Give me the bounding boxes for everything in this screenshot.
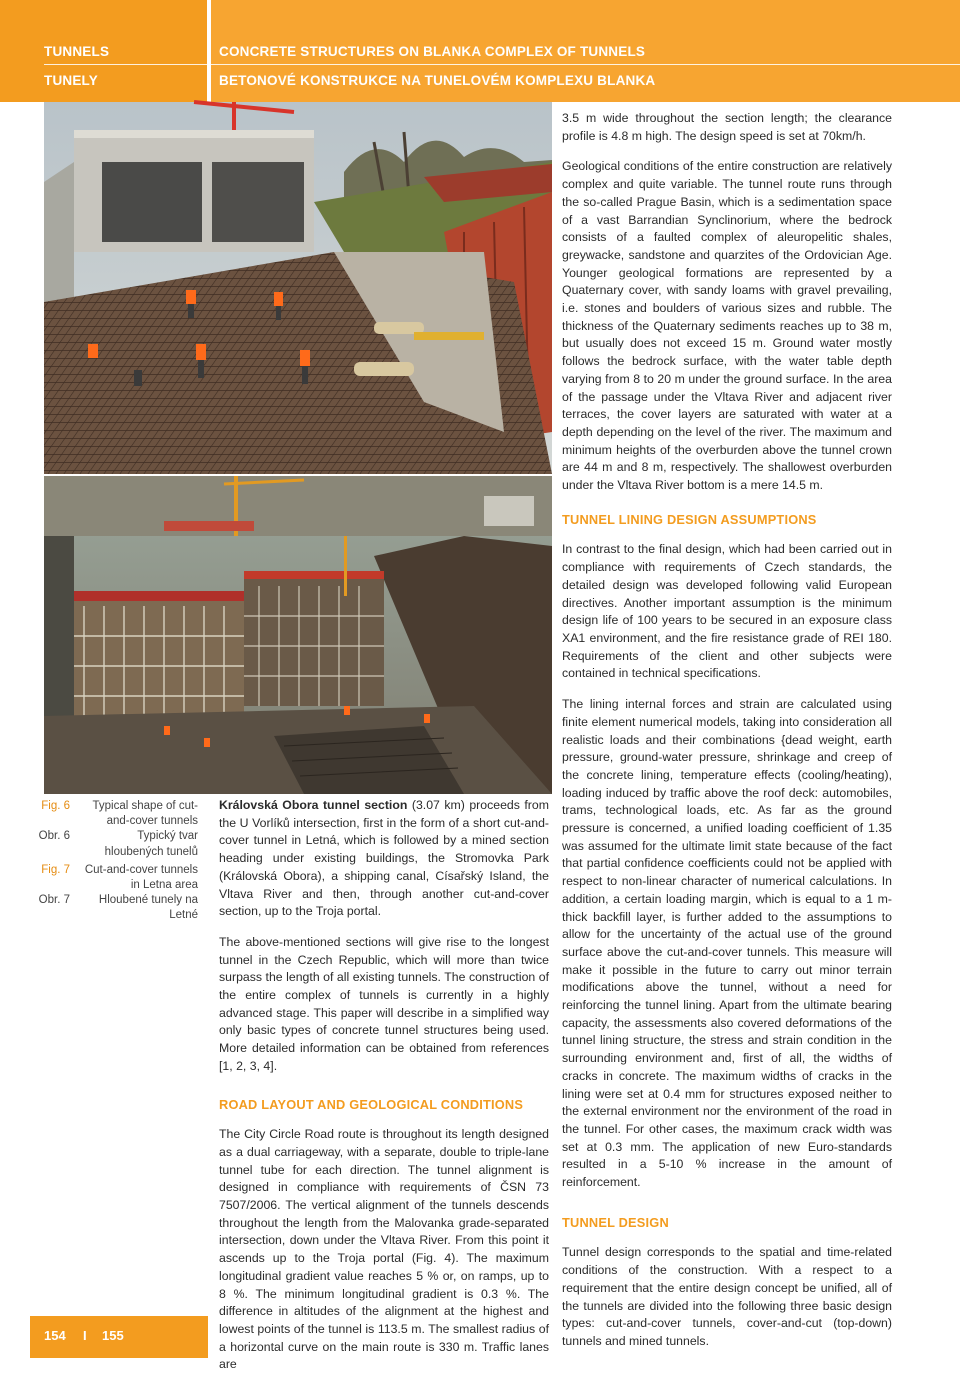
caption-text: Hloubené tunely na Letné (98, 894, 198, 922)
photo-letna-area (44, 476, 552, 794)
paragraph: The City Circle Road route is throughout its length designed as a dual carriageway, with a separate, double to triple-lane tunnel tube for each direction. The tunnel alignment is designed in compliance with requirements of ČSN 73 7507/2006. The vertical alignment of the tunnels descends throughout the length from the Malovanka grade-separated intersection, down under the Vltava River. From this point it ascends up to the Troja portal (Fig. 4). The maximum longitudinal gradient value reaches 5 % or, on ramps, up to 8 %. The minimum longitudinal gradient is 0.3 %. The difference in altitudes of the alignment at the highest and lowest points of the tunnel is 113.5 m. The smallest radius of a horizontal curve on the main route is 330 m. Traffic lanes are (219, 1127, 549, 1372)
caption-label: Obr. 6 (38, 830, 70, 843)
caption-fig6-cz (30, 829, 198, 859)
section-heading: TUNNEL DESIGN (562, 1214, 669, 1230)
caption-fig6-en (30, 799, 198, 829)
paragraph: The lining internal forces and strain are calculated using finite element numerical models, taking into consideration all realistic loads and their combinations {dead weight, earth pressure, ground-water pressure, shrinkage and creep of the concrete lining, temperature effects (cooling/heating), loading induced by traffic above the roof deck: automobiles, trams, technological loads, etc. As far as the ground pressure is concerned, a unified loading coefficient of 1.35 was assumed for the ultimate limit state because of the fact that partial confidence coefficients could not be applied with respect to non-linear character of numerical calculations. In addition, a certain loading margin, which is equal to a 1 m-thick backfill layer, is further added to the assumptions to allow for the uncertainty of the actual use of the ground surface above the cut-and-cover tunnels. This measure will make it possible in the future to carry out minor terrain modifications above the tunnel, without a need for reinforcing the tunnel lining. Apart from the ultimate bearing capacity, the assessments also covered deformations of the tunnel lining structure, the stress and strain condition in the surrounding environment and, first of all, the widths of cracks in concrete. The maximum widths of cracks in the lining were set at 0.4 mm for structures exposed neither to the external environment nor the environment of the road in the tunnel. For other cases, the maximum crack width was set at 0.3 mm. The application of new Euro-standards resulted in a 5-10 % increase in the amount of reinforcement. (562, 697, 892, 1190)
paragraph-text: (3.07 km) proceeds from the U Vorlíků intersection, first in the form of a short cut-and-cover tunnel in Letná, which is followed by a mined section heading under existing buildings, the Stromovka Park (Královská Obora), a shipping canal, Císařský Island, the Vltava River and then, through another cut-and-cover section, up to the Troja portal. (219, 798, 549, 919)
article-title-en: CONCRETE STRUCTURES ON BLANKA COMPLEX OF TUNNELS (219, 44, 646, 59)
caption-label: Obr. 7 (38, 894, 70, 907)
right-column (562, 110, 892, 1364)
header-divider (207, 0, 211, 102)
figure-captions (30, 799, 198, 924)
middle-column (219, 797, 549, 1387)
page-separator: I (83, 1328, 87, 1343)
lead-term: Královská Obora tunnel section (219, 798, 408, 812)
article-title-cz: BETONOVÉ KONSTRUKCE NA TUNELOVÉM KOMPLEXU BLANKA (219, 73, 656, 88)
section-label-cz: TUNELY (44, 73, 98, 88)
caption-text: Typical shape of cut-and-cover tunnels (92, 800, 198, 828)
caption-label: Fig. 6 (41, 800, 70, 812)
page-number-right: 155 (102, 1328, 124, 1343)
caption-text: Cut-and-cover tunnels in Letna area (84, 863, 198, 892)
caption-text: Typický tvar hloubených tunelů (104, 830, 198, 858)
paragraph: Tunnel design corresponds to the spatial and time-related conditions of the construction. With a respect to a requirement that the entire design concept be unified, all of the tunnels are divided into the following three basic design types: cut-and-cover tunnels, cover-and-cut (top-down) tunnels and mined tunnels. (562, 1245, 892, 1348)
header-rule (44, 64, 960, 65)
paragraph: 3.5 m wide throughout the section length; the clearance profile is 4.8 m high. The design speed is set at 70km/h. (562, 111, 892, 143)
section-heading: ROAD LAYOUT AND GEOLOGICAL CONDITIONS (219, 1096, 524, 1112)
paragraph: Geological conditions of the entire construction are relatively complex and quite variable. The tunnel route runs through the so-called Prague Basin, which is a sedimentation space of a vast Barrandian Synclinorium, where the bedrock consists of a faulted complex of aleuropelitic shales, greywacke, sandstone and quarzites of the Ordovician Age. Younger geological formations are represented by a Quaternary cover, with sandy loams with gravel prevailing, i.e. stones and boulders of various sizes and rubble. The thickness of the Quaternary sediments reaches up to 38 m, but usually does not exceed 15 m. Ground water mostly follows the bedrock surface, with the water table depth varying from 8 to 20 m under the ground surface. In the area of the passage under the Vltava River and adjacent river terraces, the cover layers are saturated with water at a depth depending on the level of the river. The maximum and minimum heights of the overburden above the tunnel crown are 44 m and 8 m, respectively. The shallowest overburden under the Vltava River bottom is a mere 14.5 m. (562, 159, 892, 493)
photo-cut-and-cover-tunnel (44, 102, 552, 474)
page-number-left: 154 (44, 1328, 66, 1343)
page-number-footer (30, 1316, 208, 1358)
section-label-en: TUNNELS (44, 44, 110, 59)
section-heading: TUNNEL LINING DESIGN ASSUMPTIONS (562, 511, 817, 527)
paragraph: The above-mentioned sections will give rise to the longest tunnel in the Czech Republic, which will more than twice surpass the length of all existing tunnels. The construction of the entire complex of tunnels is currently in a highly advanced stage. This paper will describe in a simplified way only basic types of concrete tunnel structures being used. More detailed information can be obtained from references [1, 2, 3, 4]. (219, 934, 549, 1073)
caption-fig7-cz (30, 893, 198, 923)
caption-fig7-en (30, 863, 198, 893)
paragraph: In contrast to the final design, which had been carried out in compliance with requirements of Czech standards, the detailed design was developed following valid European directives. Another important assumption is the minimum design life of 100 years to be secured in an exposure class XA1 environment, and the fire resistance grade of REI 180. Requirements of the client and other subjects were contained in technical specifications. (562, 542, 892, 681)
paragraph (219, 797, 549, 921)
caption-label: Fig. 7 (41, 863, 70, 876)
